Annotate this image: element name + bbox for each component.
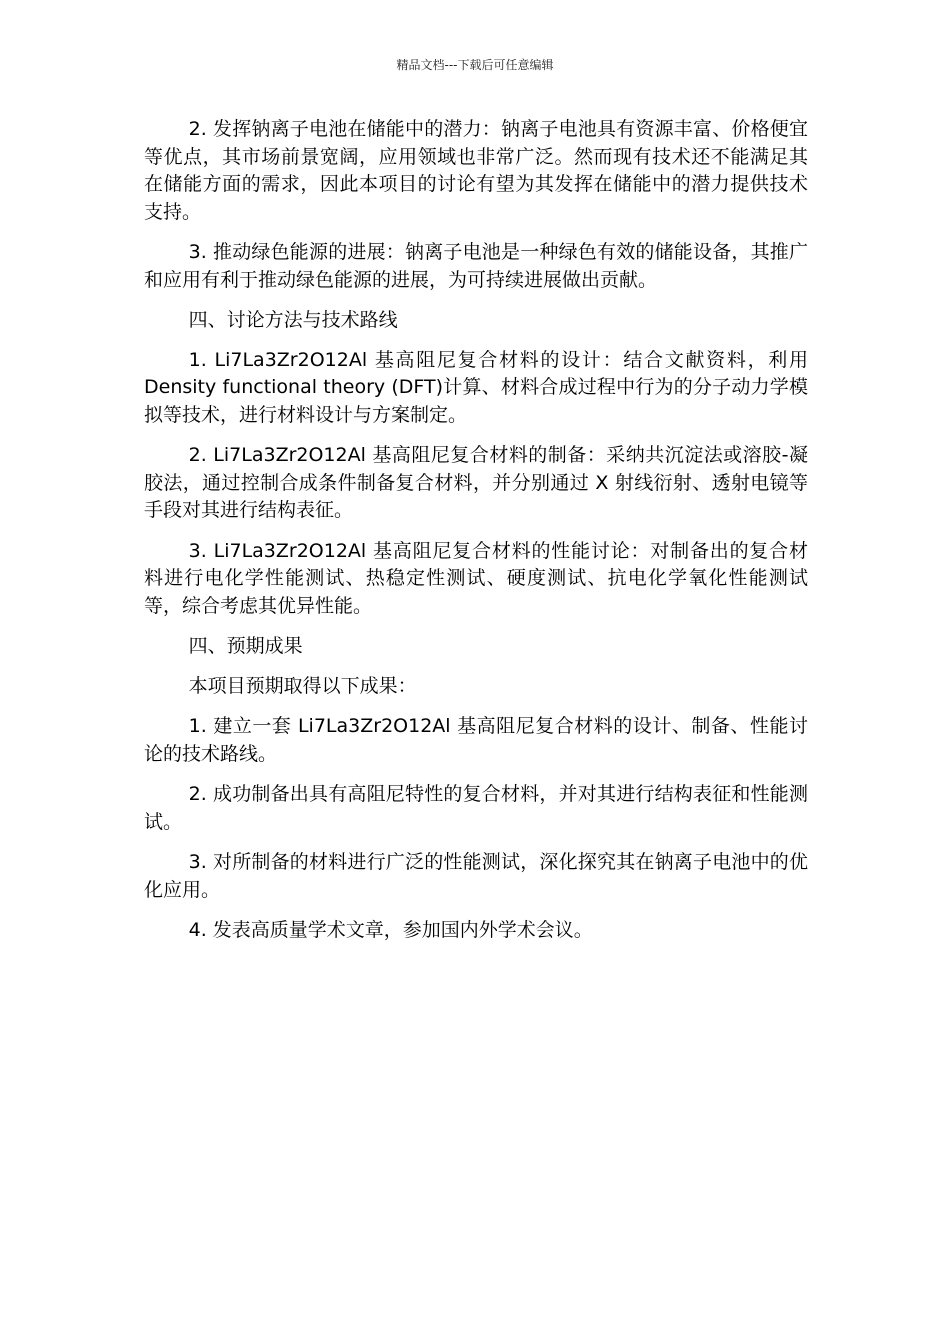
paragraph-result-4: 4. 发表高质量学术文章，参加国内外学术会议。	[188, 919, 593, 941]
page-header: 精品文档---下载后可任意编辑	[396, 58, 554, 72]
paragraph-performance-study: 3. Li7La3Zr2O12Al 基高阻尼复合材料的性能讨论：对制备出的复合材料进行电化学性能测试、热稳定性测试、硬度测试、抗电化学氧化性能测试等，综合考虑其优异性能。	[144, 539, 808, 617]
section-heading-methods: 四、讨论方法与技术路线	[188, 309, 398, 331]
paragraph-role-of-sodium-ion-storage: 2. 发挥钠离子电池在储能中的潜力：钠离子电池具有资源丰富、价格便宜等优点，其市场前景宽阔，应用领域也非常广泛。然而现有技术还不能满足其在储能方面的需求，因此本项目的讨论有望为其发挥在储能中的潜力提供技术支持。	[144, 118, 808, 223]
paragraph-green-energy: 3. 推动绿色能源的进展：钠离子电池是一种绿色有效的储能设备，其推广和应用有利于推动绿色能源的进展，为可持续进展做出贡献。	[144, 241, 808, 291]
document-body	[144, 116, 808, 958]
paragraph-result-2: 2. 成功制备出具有高阻尼特性的复合材料，并对其进行结构表征和性能测试。	[144, 783, 808, 833]
section-heading-expected-results: 四、预期成果	[188, 635, 303, 657]
paragraph-result-1: 1. 建立一套 Li7La3Zr2O12Al 基高阻尼复合材料的设计、制备、性能讨论的技术路线。	[144, 715, 808, 765]
paragraph-results-intro: 本项目预期取得以下成果：	[188, 674, 417, 697]
paragraph-material-design: 1. Li7La3Zr2O12Al 基高阻尼复合材料的设计：结合文献资料，利用 Density functional theory (DFT)计算、材料合成过程中行为的分子动力学模拟等技术，进行材料设计与方案制定。	[144, 348, 808, 426]
paragraph-result-3: 3. 对所制备的材料进行广泛的性能测试，深化探究其在钠离子电池中的优化应用。	[144, 851, 808, 901]
paragraph-material-preparation: 2. Li7La3Zr2O12Al 基高阻尼复合材料的制备：采纳共沉淀法或溶胶-凝胶法，通过控制合成条件制备复合材料，并分别通过 X 射线衍射、透射电镜等手段对其进行结构表征。	[144, 444, 808, 521]
